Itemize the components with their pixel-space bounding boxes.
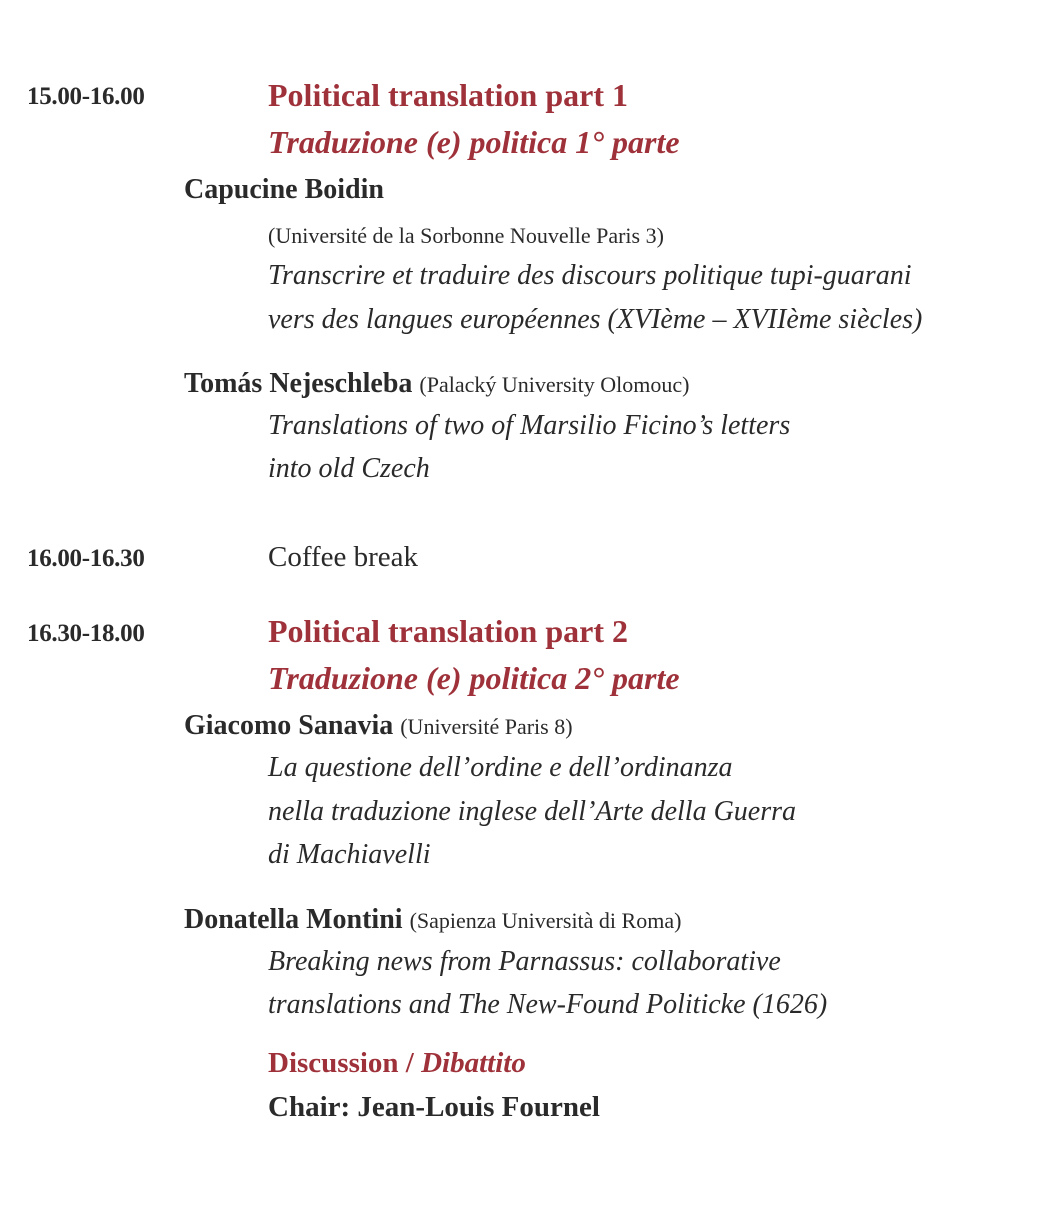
discussion-label: Discussion /	[268, 1047, 414, 1079]
speaker-4-affiliation: (Sapienza Università di Roma)	[409, 908, 682, 933]
speaker-3-talk-line-1: La questione dell’ordine e dell’ordinanza	[268, 752, 733, 783]
speaker-4-name: Donatella Montini	[184, 904, 403, 935]
session-2-time: 16.00-16.30	[27, 545, 145, 572]
session-3-subtitle: Traduzione (e) politica 2° parte	[268, 660, 680, 696]
speaker-1-talk-line-2: vers des langues européennes (XVIème – XVIIème siècles)	[268, 304, 923, 335]
speaker-3-name: Giacomo Sanavia	[184, 710, 394, 741]
speaker-4	[184, 904, 681, 936]
speaker-3	[184, 710, 573, 742]
speaker-1-name: Capucine Boidin	[184, 174, 384, 205]
speaker-3-talk-line-2: nella traduzione inglese dell’Arte della Guerra	[268, 796, 797, 827]
session-1-title: Political translation part 1	[268, 77, 628, 113]
session-2-title: Coffee break	[268, 541, 419, 573]
discussion-heading	[268, 1047, 526, 1080]
speaker-1-talk-line-1: Transcrire et traduire des discours politique tupi-guarani	[268, 260, 912, 291]
speaker-2-name: Tomás Nejeschleba	[184, 368, 413, 399]
speaker-4-talk-line-2: translations and The New-Found Politicke (1626)	[268, 989, 828, 1020]
discussion-label-italian: Dibattito	[421, 1047, 526, 1079]
session-1-time: 15.00-16.00	[27, 83, 145, 110]
session-3-title: Political translation part 2	[268, 613, 628, 649]
speaker-2-affiliation: (Palacký University Olomouc)	[419, 372, 690, 397]
speaker-3-affiliation: (Université Paris 8)	[400, 714, 573, 739]
speaker-3-talk-line-3: di Machiavelli	[268, 839, 431, 870]
session-1-subtitle: Traduzione (e) politica 1° parte	[268, 124, 680, 160]
session-3-time: 16.30-18.00	[27, 620, 145, 647]
chair-line: Chair: Jean-Louis Fournel	[268, 1091, 600, 1123]
speaker-4-talk-line-1: Breaking news from Parnassus: collaborative	[268, 946, 781, 977]
speaker-2	[184, 368, 689, 400]
speaker-2-talk-line-1: Translations of two of Marsilio Ficino’s letters	[268, 410, 791, 441]
speaker-2-talk-line-2: into old Czech	[268, 453, 430, 484]
speaker-1-affiliation: (Université de la Sorbonne Nouvelle Paris 3)	[268, 223, 664, 248]
